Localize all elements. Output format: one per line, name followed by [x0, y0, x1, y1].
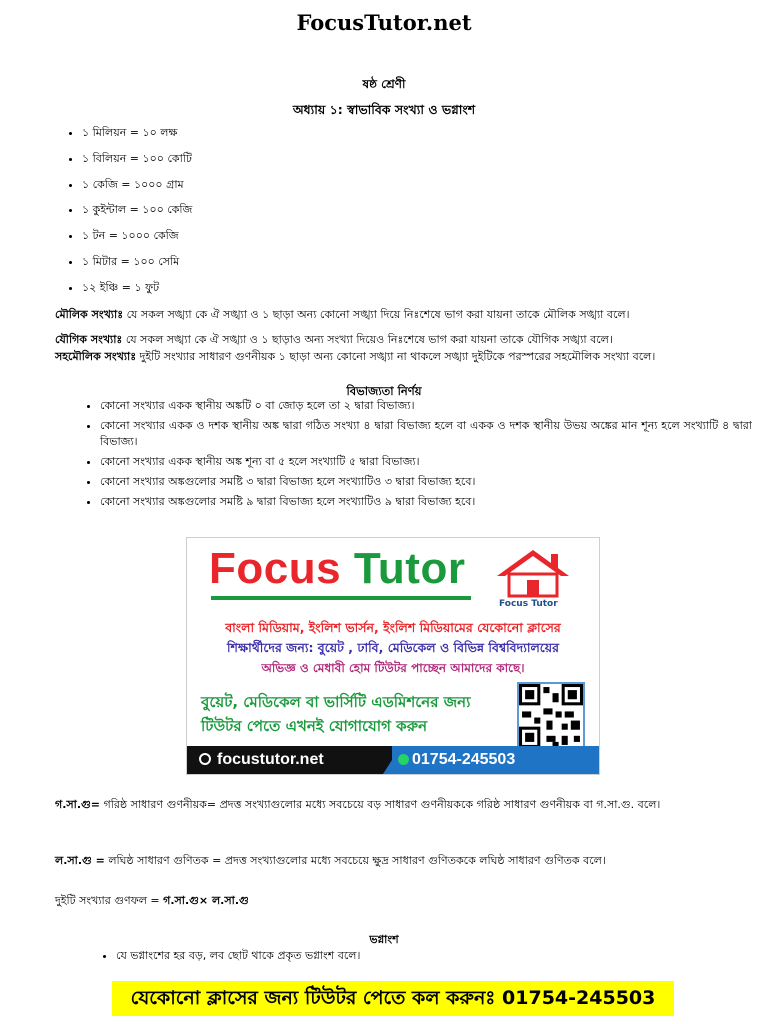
banner-line-4a: বুয়েট, মেডিকেল বা ভার্সিটি এডমিশনের জন্য	[201, 693, 471, 711]
banner-line-2: শিক্ষার্থীদের জন্য: বুয়েট , ঢাবি, মেডিকেল ও বিভিন্ন বিশ্ববিদ্যালয়ের	[226, 640, 560, 655]
list-item: • যে ভগ্নাংশের হর বড়, লব ছোট থাকে প্রকৃত ভগ্নাংশ বলে।	[116, 947, 360, 965]
list-item: • ১ কেজি = ১০০০ গ্রাম	[82, 172, 192, 198]
list-item: • কোনো সংখ্যার একক স্থানীয় অঙ্ক শূন্য বা ৫ হলে সংখ্যাটি ৫ দ্বারা বিভাজ্য।	[100, 454, 752, 470]
list-item: • ১২ ইঞ্চি = ১ ফুট	[82, 275, 192, 301]
lcm-definition	[55, 852, 733, 869]
whatsapp-icon	[398, 754, 409, 765]
globe-icon	[199, 753, 211, 765]
qr-code-icon[interactable]	[517, 682, 585, 750]
product-formula-value: গ.সা.গু× ল.সা.গু	[163, 894, 249, 907]
house-logo-icon	[493, 546, 573, 600]
list-item: • কোনো সংখ্যার অঙ্কগুলোর সমষ্টি ৩ দ্বারা বিভাজ্য হলে সংখ্যাটিও ৩ দ্বারা বিভাজ্য হবে।	[100, 474, 752, 490]
banner-line-1: বাংলা মিডিয়াম, ইংলিশ ভার্সন, ইংলিশ মিডিয়ামের যেকোনো ক্লাসের	[225, 620, 561, 635]
divisibility-rules-list	[80, 398, 752, 514]
unit-facts-list	[62, 120, 192, 301]
phone-text: 01754-245503	[412, 751, 516, 768]
coprime-text: দুইটি সংখ্যার সাধারণ গুণনীয়ক ১ ছাড়া অন্য কোনো সঙ্খ্যা না থাকলে সঙ্খ্যা দুইটিকে পরস্পরের সহমৌলিক সংখ্যা বলে।	[139, 350, 656, 363]
lcm-text: লঘিষ্ঠ সাধারণ গুণিতক = প্রদত্ত সংখ্যাগুলোর মধ্যে সবচেয়ে ক্ষুদ্র সাধারণ গুণিতককে লঘিষ্ঠ সাধারণ গুণিতক বলে।	[108, 854, 606, 867]
gcd-term: গ.সা.গু=	[55, 798, 100, 811]
coprime-definition	[55, 348, 733, 365]
website-footer[interactable]	[187, 746, 392, 774]
prime-term: মৌলিক সংখ্যাঃ	[55, 308, 124, 321]
call-tutor-banner[interactable]: যেকোনো ক্লাসের জন্য টিউটর পেতে কল করুনঃ 01754-245503	[112, 981, 674, 1016]
fraction-list	[96, 947, 360, 965]
brand-logo-text	[209, 544, 465, 594]
list-item: • ১ মিলিয়ন = ১০ লক্ষ	[82, 120, 192, 146]
logo-label: Focus Tutor	[499, 599, 558, 609]
banner-call-to-action	[201, 690, 511, 738]
website-text: focustutor.net	[217, 751, 324, 768]
brand-word-tutor: Tutor	[353, 544, 466, 593]
brand-word-focus: Focus	[209, 544, 342, 593]
coprime-term: সহমৌলিক সংখ্যাঃ	[55, 350, 137, 363]
lcm-term: ল.সা.গু =	[55, 854, 105, 867]
list-item: • ১ টন = ১০০০ কেজি	[82, 223, 192, 249]
gcd-text: গরিষ্ঠ সাধারণ গুণনীয়ক= প্রদত্ত সংখ্যাগুলোর মধ্যে সবচেয়ে বড় সাধারণ গুণনীয়ককে গরিষ্ঠ সাধারণ গুণনীয়ক বা গ.সা.গু. বলে।	[103, 798, 661, 811]
banner-line-4b: টিউটর পেতে এখনই যোগাযোগ করুন	[201, 717, 428, 735]
product-formula	[55, 892, 733, 909]
composite-term: যৌগিক সংখ্যাঃ	[55, 333, 123, 346]
product-text: দুইটি সংখ্যার গুণফল =	[55, 894, 160, 907]
list-item: • ১ মিটার = ১০০ সেমি	[82, 249, 192, 275]
composite-definition	[55, 331, 733, 348]
list-item: • ১ কুইন্টাল = ১০০ কেজি	[82, 197, 192, 223]
fraction-title: ভগ্নাংশ	[369, 933, 399, 946]
site-title: FocusTutor.net	[296, 10, 472, 35]
list-item: • ১ বিলিয়ন = ১০০ কোটি	[82, 146, 192, 172]
list-item: • কোনো সংখ্যার একক স্থানীয় অঙ্কটি ০ বা জোড় হলে তা ২ দ্বারা বিভাজ্য।	[100, 398, 752, 414]
gcd-definition	[55, 796, 733, 813]
chapter-title: অধ্যায় ১: স্বাভাবিক সংখ্যা ও ভগ্নাংশ	[292, 102, 476, 117]
list-item: • কোনো সংখ্যার অঙ্কগুলোর সমষ্টি ৯ দ্বারা বিভাজ্য হলে সংখ্যাটিও ৯ দ্বারা বিভাজ্য হবে।	[100, 494, 752, 510]
composite-text: যে সকল সঙ্খ্যা কে ঐ সঙ্খ্যা ও ১ ছাড়াও অন্য সংখ্যা দিয়েও নিঃশেষে ভাগ করা যায়না তাকে যৌগিক সঙ্খ্যা বলে।	[125, 333, 613, 346]
phone-footer[interactable]	[392, 746, 599, 774]
banner-line-3: অভিজ্ঞ ও মেধাবী হোম টিউটর পাচ্ছেন আমাদের কাছে।	[261, 661, 525, 675]
focus-tutor-banner[interactable]	[186, 537, 600, 775]
class-title: ষষ্ঠ শ্রেণী	[362, 77, 406, 91]
prime-text: যে সকল সঙ্খ্যা কে ঐ সঙ্খ্যা ও ১ ছাড়া অন্য কোনো সঙ্খ্যা দিয়ে নিঃশেষে ভাগ করা যায়না তাকে মৌলিক সঙ্খ্যা বলে।	[126, 308, 630, 321]
prime-definition	[55, 306, 733, 323]
brand-underline	[211, 596, 471, 600]
list-item: • কোনো সংখ্যার একক ও দশক স্থানীয় অঙ্ক দ্বারা গঠিত সংখ্যা ৪ দ্বারা বিভাজ্য হলে বা একক ও দশক স্থানীয় উভয় অঙ্কের মান শূন্য হলে সংখ্যাটি ৪ দ্বারা বিভাজ্য।	[100, 418, 752, 450]
divisibility-title: বিভাজ্যতা নির্ণয়	[346, 384, 422, 398]
